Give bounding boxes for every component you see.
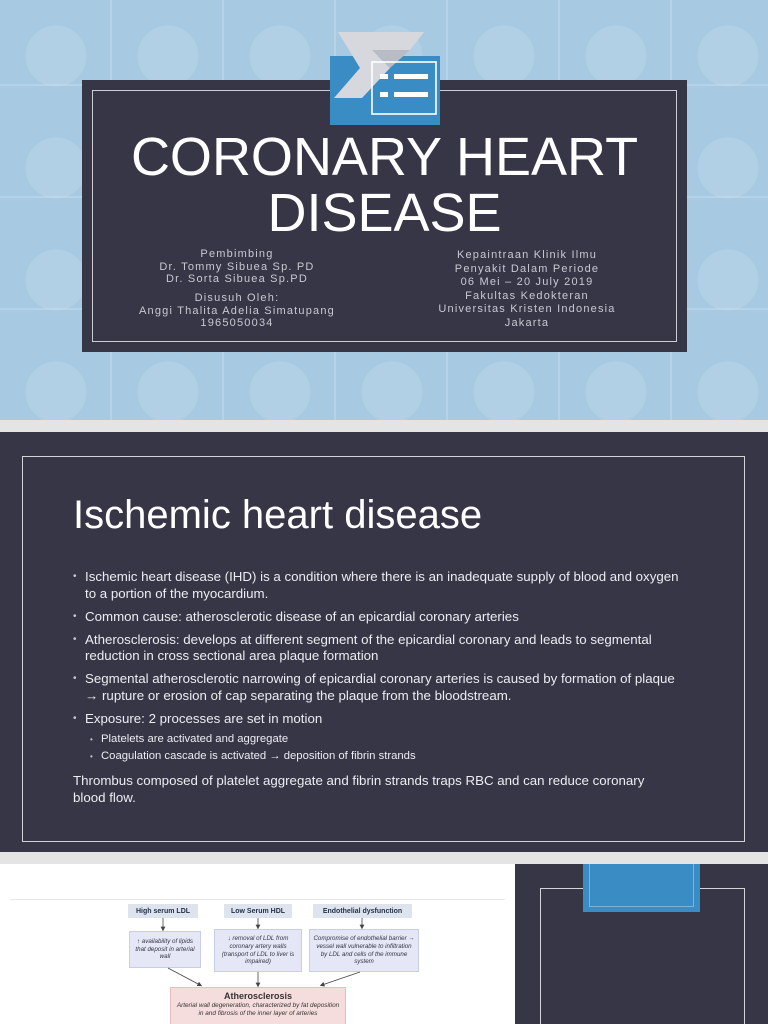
logo-bar	[380, 74, 388, 79]
bullet-text: Segmental atherosclerotic narrowing of epicardial coronary arteries is caused by formation of plaque → rupture or erosion of cap separating the plaque from the bloodstream.	[85, 671, 675, 703]
logo-bar	[394, 92, 428, 97]
diagram-slide	[0, 864, 768, 1024]
program-line: Fakultas Kedokteran	[465, 289, 589, 302]
presentation-title: CORONARY HEART DISEASE	[130, 127, 639, 243]
closing-paragraph: Thrombus composed of platelet aggregate and fibrin strands traps RBC and can reduce coronary blood flow.	[73, 772, 645, 805]
accent-block	[583, 864, 700, 912]
logo-bar	[394, 74, 428, 79]
program-block	[397, 249, 657, 331]
program-line: Jakarta	[504, 316, 550, 329]
supervisor-heading: Pembimbing	[200, 248, 274, 260]
arrow-connector	[322, 972, 360, 985]
bullet-text: Atherosclerosis: develops at different segment of the epicardial coronary and leads to segmental reduction in cross sectional area plaque formation	[85, 631, 652, 663]
bullet-list	[73, 569, 685, 765]
content-slide	[0, 432, 768, 852]
effect-text: Compromise of endothelial barrier → vessel wall vulnerable to infiltration by LDL and cells of the immune system	[313, 935, 415, 966]
program-dates: 06 Mei – 20 July 2019	[460, 276, 594, 289]
presentation-logo-icon	[326, 28, 446, 128]
cause-box-hdl: Low Serum HDL	[224, 904, 292, 918]
sub-bullet-item: • Platelets are activated and aggregate	[90, 731, 685, 748]
bullet-text: Ischemic heart disease (IHD) is a condition where there is an inadequate supply of blood and oxygen to a portion of the myocardium.	[85, 569, 679, 601]
author-id: 1965050034	[200, 317, 274, 329]
bullet-text: Exposure: 2 processes are set in motion	[85, 710, 323, 726]
diagram-arrows	[0, 864, 515, 1024]
supervisor-name: Dr. Tommy Sibuea Sp. PD	[159, 260, 315, 273]
effect-text: ↑ availability of lipids that deposit in arterial wall	[135, 938, 195, 961]
bullet-item	[73, 569, 685, 602]
slide-body	[73, 569, 685, 806]
supervisor-name: Dr. Sorta Sibuea Sp.PD	[166, 273, 308, 285]
outcome-title: Atherosclerosis	[223, 991, 293, 1001]
bullet-text: Common cause: atherosclerotic disease of an epicardial coronary arteries	[85, 608, 519, 624]
cause-box-endothelial: Endothelial dysfunction	[313, 904, 412, 918]
sub-bullet-list	[85, 731, 685, 765]
effect-text: ↓ removal of LDL from coronary artery walls (transport of LDL to liver is impaired)	[221, 935, 295, 966]
author-name: Anggi Thalita Adelia Simatupang	[139, 304, 335, 317]
arrow-connector	[168, 968, 200, 985]
author-heading: Disusuh Oleh:	[194, 292, 280, 304]
sub-bullet-item: • Coagulation cascade is activated → deposition of fibrin strands	[90, 748, 685, 765]
bullet-item	[73, 711, 685, 766]
bullet-item	[73, 632, 685, 665]
cause-box-ldl: High serum LDL	[128, 904, 198, 918]
program-line: Penyakit Dalam Periode	[454, 262, 600, 275]
supervisor-author-block	[112, 248, 362, 330]
bullet-item	[73, 609, 685, 626]
program-line: Kepaintraan Klinik Ilmu	[456, 249, 598, 261]
accent-block-outline	[589, 864, 694, 907]
slide-side-panel	[515, 864, 768, 1024]
logo-bar	[380, 92, 388, 97]
outcome-description: Arterial wall degeneration, characterized by fat deposition in and fibrosis of the inner layer of arteries	[176, 1002, 340, 1017]
title-slide	[0, 0, 768, 420]
slide-title: Ischemic heart disease	[73, 493, 483, 537]
bullet-item	[73, 671, 685, 704]
program-line: Universitas Kristen Indonesia	[438, 303, 616, 316]
flow-diagram	[0, 864, 515, 1024]
